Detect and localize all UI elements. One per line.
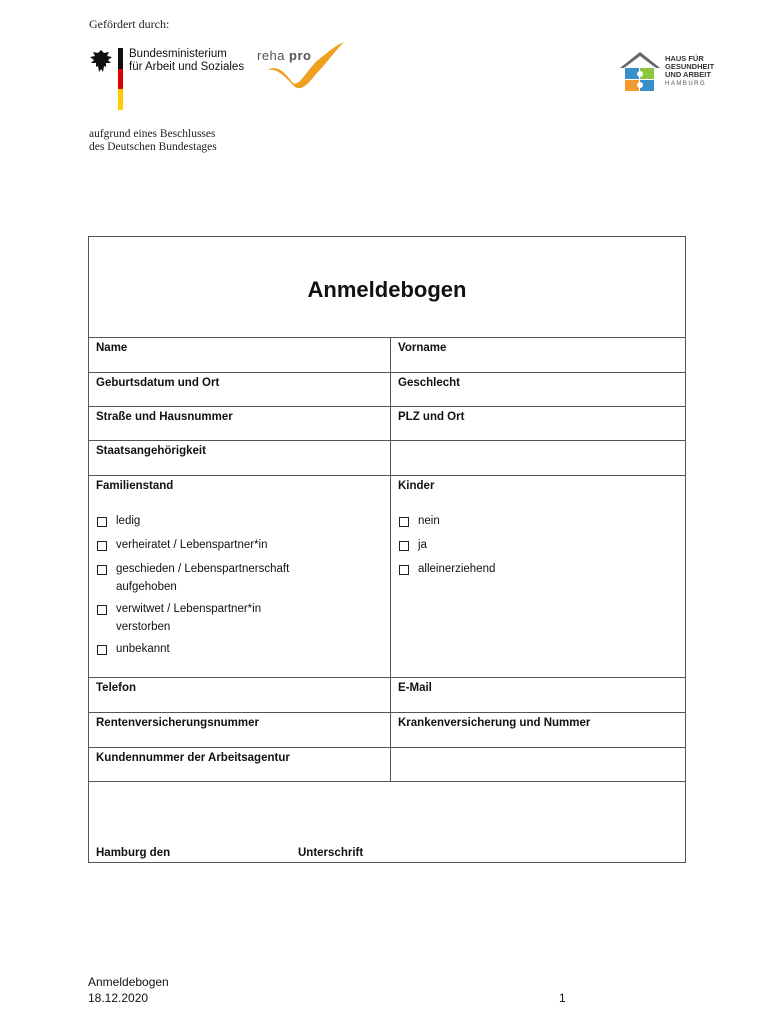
form-title: Anmeldebogen [307, 277, 467, 302]
haus-line-3: UND ARBEIT [665, 70, 711, 79]
nationality-blank[interactable] [391, 441, 685, 475]
signature-field[interactable]: Unterschrift [298, 847, 364, 859]
german-flag-stripe [118, 48, 123, 110]
ministry-line-2: für Arbeit und Soziales [129, 61, 245, 73]
haus-line-1: HAUS FÜR [665, 54, 704, 63]
health-insurance-field[interactable]: Krankenversicherung und Nummer [398, 717, 591, 729]
checkbox-icon[interactable] [399, 565, 409, 575]
email-field[interactable]: E-Mail [398, 682, 432, 694]
row-family [89, 476, 685, 678]
page-number: 1 [559, 991, 566, 1005]
option-unbekannt[interactable] [96, 640, 383, 658]
option-label: verheiratet / Lebenspartner*in [116, 539, 268, 551]
svg-text:reha: reha [257, 48, 286, 63]
ministry-line-1: Bundesministerium [129, 48, 227, 60]
checkbox-icon[interactable] [399, 541, 409, 551]
ministry-name [129, 48, 244, 74]
form-title-cell [89, 237, 685, 338]
family-status-label: Familienstand [96, 480, 174, 492]
bundestag-decision [89, 128, 217, 153]
option-geschieden[interactable] [96, 560, 383, 596]
row-nationality [89, 441, 685, 476]
option-verwitwet[interactable] [96, 600, 383, 636]
footer-date: 18.12.2020 [88, 990, 149, 1005]
zip-city-field[interactable]: PLZ und Ort [398, 411, 465, 423]
option-label: geschieden / Lebenspartnerschaft [116, 563, 290, 575]
children-label: Kinder [398, 480, 435, 492]
haus-name [665, 55, 714, 79]
customer-number-field[interactable]: Kundennummer der Arbeitsagentur [89, 748, 391, 781]
option-label: nein [418, 515, 440, 527]
rehapro-logo [256, 38, 352, 94]
option-label: ja [418, 539, 427, 551]
option-label: verwitwet / Lebenspartner*in [116, 603, 262, 615]
nationality-field[interactable]: Staatsangehörigkeit [89, 441, 391, 475]
option-label: alleinerziehend [418, 563, 496, 575]
option-ja[interactable] [398, 536, 678, 554]
row-birth [89, 373, 685, 407]
decision-line-1: aufgrund eines Beschlusses [89, 128, 216, 140]
option-alleinerziehend[interactable] [398, 560, 678, 578]
gender-field[interactable]: Geschlecht [398, 377, 460, 389]
birthdate-field[interactable]: Geburtsdatum und Ort [89, 373, 391, 406]
row-address [89, 407, 685, 441]
svg-text:pro: pro [289, 48, 312, 63]
pension-number-field[interactable]: Rentenversicherungsnummer [89, 713, 391, 747]
checkbox-icon[interactable] [97, 565, 107, 575]
checkbox-icon[interactable] [97, 605, 107, 615]
checkbox-icon[interactable] [97, 517, 107, 527]
row-customer [89, 748, 685, 782]
option-nein[interactable] [398, 512, 678, 530]
row-contact [89, 678, 685, 713]
checkbox-icon[interactable] [97, 645, 107, 655]
checkbox-icon[interactable] [97, 541, 107, 551]
option-verheiratet[interactable] [96, 536, 383, 554]
option-ledig[interactable] [96, 512, 383, 530]
checkbox-icon[interactable] [399, 517, 409, 527]
funded-by-label: Gefördert durch: [89, 17, 170, 31]
registration-form [88, 236, 686, 863]
haus-line-2: GESUNDHEIT [665, 62, 715, 71]
decision-line-2: des Deutschen Bundestages [89, 140, 217, 153]
federal-eagle-icon [87, 48, 115, 76]
children-cell [391, 476, 685, 677]
row-insurance [89, 713, 685, 748]
option-label-cont: aufgehoben [116, 581, 177, 593]
customer-number-blank[interactable] [391, 748, 685, 781]
vorname-field[interactable]: Vorname [398, 342, 447, 354]
street-field[interactable]: Straße und Hausnummer [89, 407, 391, 440]
row-signature [89, 782, 685, 862]
footer [88, 975, 169, 1006]
hamburg-date-field[interactable]: Hamburg den [96, 847, 171, 859]
option-label: unbekannt [116, 643, 170, 655]
phone-field[interactable]: Telefon [89, 678, 391, 712]
name-field[interactable]: Name [89, 338, 391, 372]
row-name [89, 338, 685, 373]
footer-doc-name: Anmeldebogen [88, 975, 169, 989]
haus-city: HAMBURG [665, 81, 707, 87]
option-label: ledig [116, 515, 141, 527]
option-label-cont: verstorben [116, 621, 171, 633]
family-status-cell [89, 476, 391, 677]
